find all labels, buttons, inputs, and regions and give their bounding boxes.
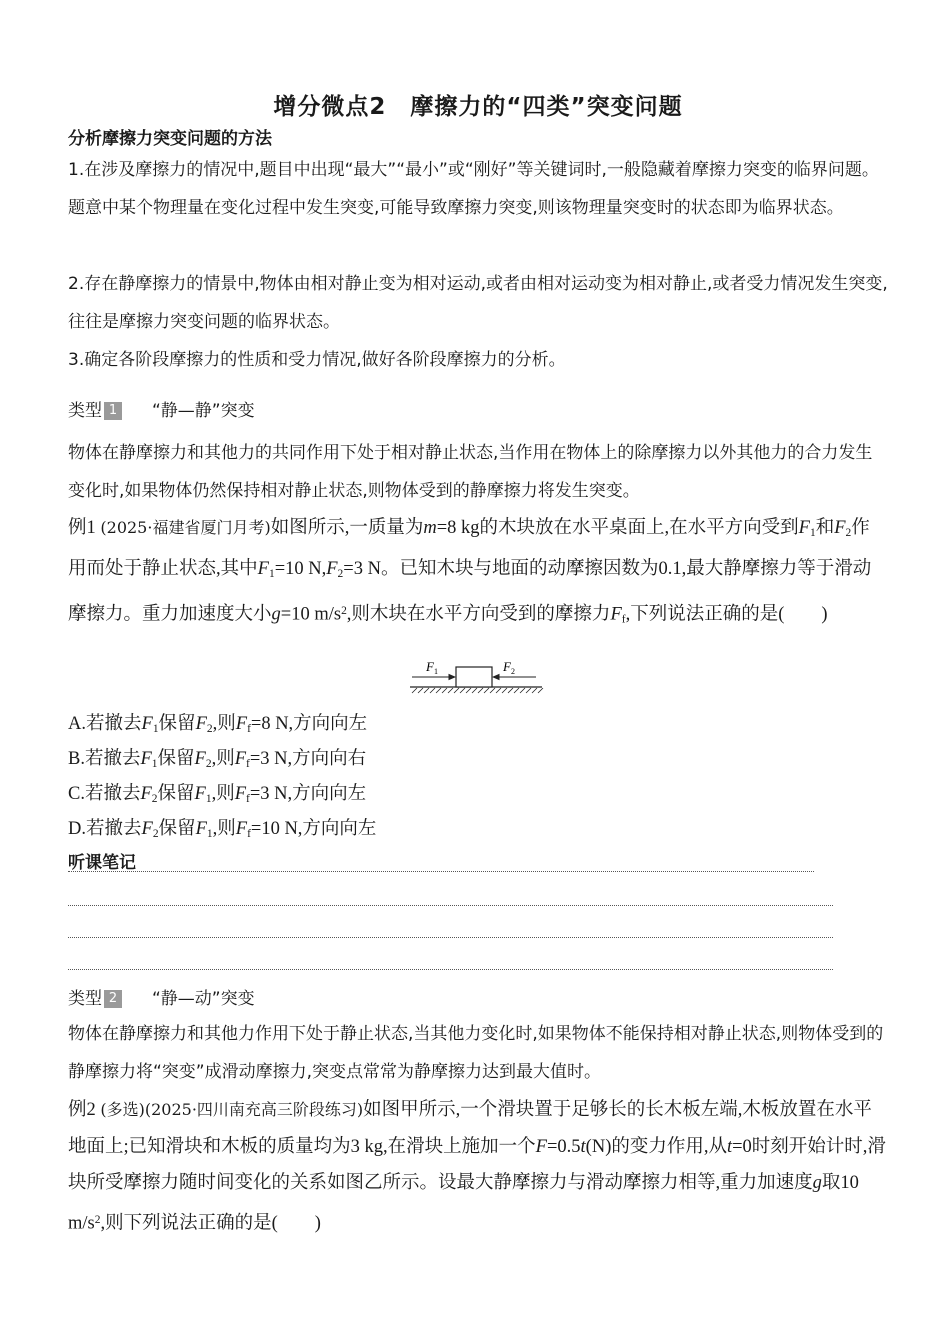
math-var: F bbox=[535, 1136, 547, 1157]
example2-segment: ,则下列说法正确的是( ) bbox=[100, 1213, 321, 1234]
type2-description: 物体在静摩擦力和其他力作用下处于静止状态,当其他力变化时,如果物体不能保持相对静止状态,则物体受到的静摩擦力将“突变”成滑动摩擦力,突变点常常为静摩擦力达到最大值时。 bbox=[68, 1024, 884, 1082]
example1-segment: 如图所示,一质量为 bbox=[270, 518, 424, 538]
method-point-2: 2.存在静摩擦力的情景中,物体由相对静止变为相对运动,或者由相对运动变为相对静止,或者受力情况发生突变,往往是摩擦力突变问题的临界状态。 bbox=[68, 274, 888, 332]
option-text: C.若撤去 bbox=[68, 784, 141, 804]
example1-segment: 和 bbox=[815, 518, 835, 538]
type2-prefix: 类型 bbox=[68, 989, 102, 1009]
math-sub: 1 bbox=[206, 827, 213, 840]
math-var: m bbox=[423, 518, 437, 538]
type1-description: 物体在静摩擦力和其他力的共同作用下处于相对静止状态,当作用在物体上的除摩擦力以外其他力的合力发生变化时,如果物体仍然保持相对静止状态,则物体受到的静摩擦力将发生突变。 bbox=[68, 443, 873, 501]
math-sub: 2 bbox=[845, 526, 852, 539]
wooden-block bbox=[456, 667, 492, 687]
type1-heading bbox=[68, 396, 255, 421]
math-sup: 2 bbox=[341, 604, 347, 617]
option-text: =3 N,方向向右 bbox=[249, 749, 367, 769]
option-text: =3 N,方向向左 bbox=[249, 784, 367, 804]
option-text: =10 N,方向向左 bbox=[250, 819, 377, 839]
type1-prefix: 类型 bbox=[68, 401, 102, 421]
option-text: 保留 bbox=[157, 784, 195, 804]
option-c[interactable]: C.若撤去$F_2$保留$F_1$,则$F_f=3$ N,方向向左 bbox=[68, 784, 367, 805]
label-f1: F bbox=[426, 659, 434, 674]
example1-segment: =3 N。已知木块与地面的动摩擦因数为0.1,最大静摩擦力等于滑动摩擦力。重力加速度大小 bbox=[68, 559, 872, 625]
method-point-3: 3.确定各阶段摩擦力的性质和受力情况,做好各阶段摩擦力的分析。 bbox=[68, 350, 566, 370]
math-var: F bbox=[257, 559, 269, 580]
label-f2: F bbox=[503, 659, 511, 674]
label-f1-sub: 1 bbox=[434, 667, 438, 676]
option-text: A.若撤去 bbox=[68, 714, 142, 734]
example2-text bbox=[68, 1092, 888, 1242]
math-var: t bbox=[726, 1136, 733, 1157]
math-var: F bbox=[326, 559, 338, 580]
label-f2-sub: 2 bbox=[511, 667, 515, 676]
note-line[interactable] bbox=[68, 871, 814, 872]
math-sub: 1 bbox=[151, 757, 158, 770]
math-sub: 1 bbox=[152, 722, 159, 735]
type2-heading bbox=[68, 984, 255, 1009]
option-d[interactable]: D.若撤去$F_2$保留$F_1$,则$F_f=10$ N,方向向左 bbox=[68, 819, 377, 840]
example1-segment: 作用而处于静止状态,其中 bbox=[68, 518, 870, 580]
example1-segment: ,则木块在水平方向受到的摩擦力 bbox=[346, 604, 611, 625]
math-sub: 1 bbox=[809, 526, 816, 539]
note-line[interactable] bbox=[68, 905, 833, 906]
option-text: ,则 bbox=[212, 714, 236, 734]
option-text: =8 N,方向向左 bbox=[250, 714, 368, 734]
option-a[interactable]: A.若撤去$F_1$保留$F_2$,则$F_f=8$ N,方向向左 bbox=[68, 714, 368, 735]
ground-hatching bbox=[412, 688, 543, 693]
math-sub: 2 bbox=[151, 792, 158, 805]
note-line[interactable] bbox=[68, 937, 833, 938]
example1-source: (2025·福建省厦门月考) bbox=[100, 518, 271, 537]
option-text: 保留 bbox=[157, 749, 195, 769]
example2-segment: (N)的变力作用,从 bbox=[585, 1136, 727, 1157]
example2-segment: =0.5 bbox=[546, 1136, 581, 1157]
example1-label: 例1 bbox=[68, 518, 96, 538]
example2-segment: =0时刻开始计时,滑块所受摩擦力随时间变化的关系如图乙所示。设最大静摩擦力与滑动摩擦力相等,重力加速度 bbox=[68, 1136, 886, 1193]
option-text: 保留 bbox=[158, 714, 196, 734]
option-text: 保留 bbox=[158, 819, 196, 839]
math-var: g bbox=[812, 1173, 822, 1193]
math-var: F bbox=[834, 518, 846, 538]
example2-label: 例2 bbox=[68, 1100, 96, 1120]
math-var: g bbox=[271, 604, 281, 625]
example1-segment: ,下列说法正确的是( ) bbox=[625, 604, 828, 625]
math-sub: 1 bbox=[205, 792, 212, 805]
notes-label: 听课笔记 bbox=[68, 853, 136, 873]
math-sub: 2 bbox=[205, 757, 212, 770]
example1-segment: =8 kg的木块放在水平桌面上,在水平方向受到 bbox=[436, 518, 799, 538]
type1-number-badge: 1 bbox=[104, 402, 122, 420]
example2-source: (多选)(2025·四川南充高三阶段练习) bbox=[100, 1100, 364, 1119]
math-sub: 2 bbox=[206, 722, 213, 735]
example1-segment: =10 m/s bbox=[280, 604, 342, 625]
page-title: 增分微点2 摩擦力的“四类”突变问题 bbox=[273, 94, 683, 120]
math-sub: 2 bbox=[337, 568, 344, 581]
math-sub: f bbox=[621, 613, 626, 626]
example1-segment: =10 N, bbox=[274, 559, 327, 580]
type2-number-badge: 2 bbox=[104, 990, 122, 1008]
type1-name: “静—静”突变 bbox=[152, 401, 255, 421]
example1-text bbox=[68, 510, 888, 638]
option-text: ,则 bbox=[212, 819, 236, 839]
method-heading: 分析摩擦力突变问题的方法 bbox=[68, 129, 272, 149]
option-text: D.若撤去 bbox=[68, 819, 142, 839]
option-text: B.若撤去 bbox=[68, 749, 141, 769]
example2-segment: 取10 m/s bbox=[68, 1173, 859, 1234]
math-var: t bbox=[580, 1136, 586, 1157]
option-b[interactable]: B.若撤去$F_1$保留$F_2$,则$F_f=3$ N,方向向右 bbox=[68, 749, 367, 770]
example2-segment: 如图甲所示,一个滑块置于足够长的长木板左端,木板放置在水平地面上;已知滑块和木板的质量均为3 kg,在滑块上施加一个 bbox=[68, 1100, 872, 1157]
force-diagram bbox=[408, 658, 544, 694]
math-var: F bbox=[798, 518, 810, 538]
math-sub: 1 bbox=[268, 568, 275, 581]
math-sup: 2 bbox=[94, 1213, 101, 1226]
math-var: F bbox=[610, 604, 622, 625]
type2-name: “静—动”突变 bbox=[152, 989, 255, 1009]
method-point-1: 1.在涉及摩擦力的情况中,题目中出现“最大”“最小”或“刚好”等关键词时,一般隐藏着摩擦力突变的临界问题。题意中某个物理量在变化过程中发生突变,可能导致摩擦力突变,则该物理量突变时的状态即为临界状态。 bbox=[68, 160, 879, 218]
math-sub: 2 bbox=[152, 827, 159, 840]
option-text: ,则 bbox=[211, 749, 235, 769]
note-line[interactable] bbox=[68, 969, 833, 970]
option-text: ,则 bbox=[211, 784, 235, 804]
